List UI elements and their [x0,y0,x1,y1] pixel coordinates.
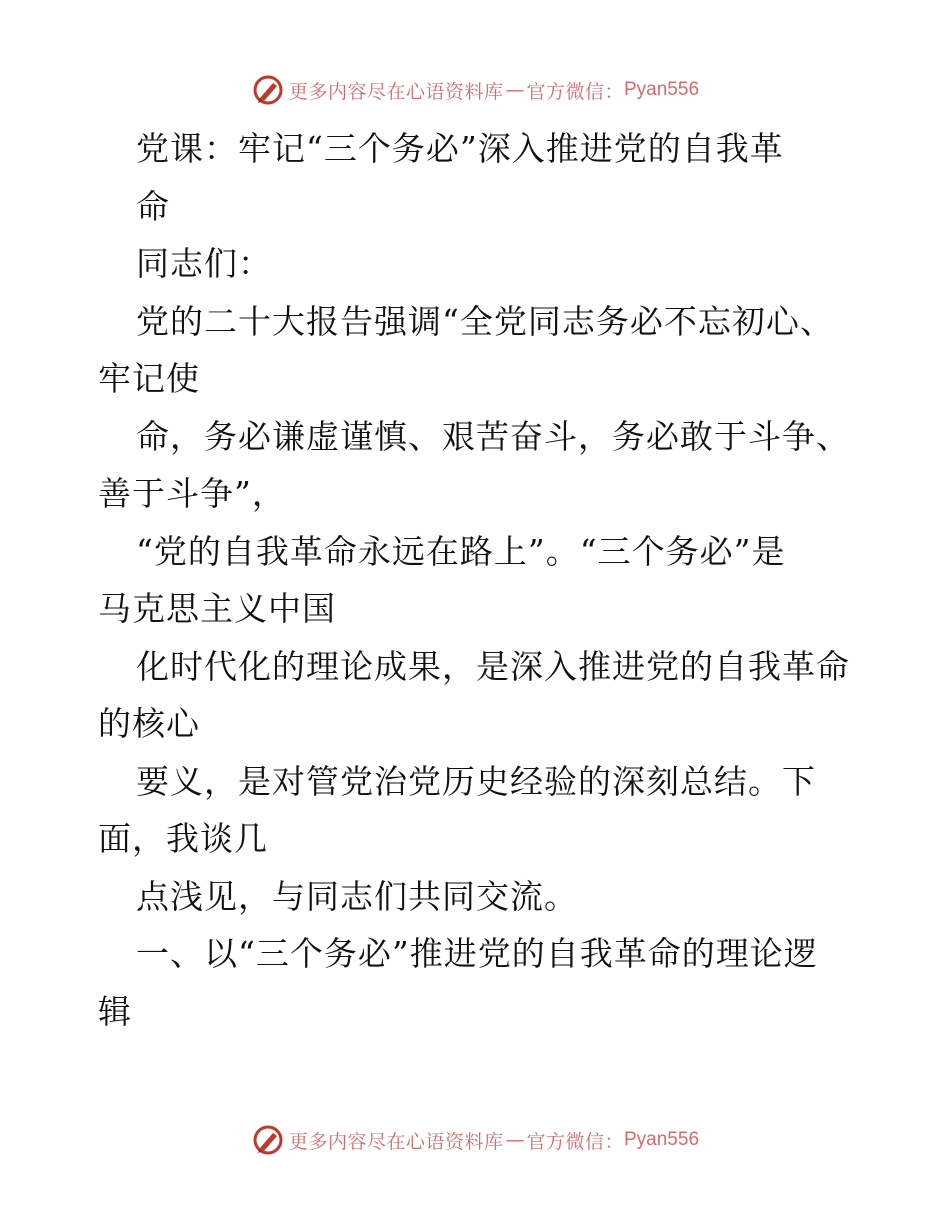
text-line: 牢记使 [98,359,200,398]
document-body [98,120,858,1040]
text-line: 马克思主义中国 [98,589,336,628]
text-line: 同志们： [136,244,272,283]
watermark-separator: — [505,1129,525,1151]
text-line: 党课：牢记“三个务必”深入推进党的自我革 [136,129,784,168]
text-line: 化时代化的理论成果，是深入推进党的自我革命 [136,646,850,686]
text-line: 的核心 [98,704,200,743]
watermark-account: Pyan556 [624,1129,700,1150]
watermark-account: Pyan556 [624,79,700,100]
text-line: 面，我谈几 [98,819,268,858]
footer-watermark [0,1120,950,1160]
text-line: 一、以“三个务必”推进党的自我革命的理论逻 [136,934,818,973]
text-line: 辑 [98,991,132,1031]
watermark-label: 官方微信： [526,1130,624,1153]
watermark-separator: — [505,79,525,101]
text-line: “党的自我革命永远在路上”。“三个务必”是 [136,531,786,571]
text-line: 党的二十大报告强调“全党同志务必不忘初心、 [136,301,834,341]
text-line: 命 [136,186,170,226]
watermark-label: 官方微信： [526,80,624,103]
text-line: 要义，是对管党治党历史经验的深刻总结。下 [136,761,816,801]
pen-logo-icon [251,1123,285,1157]
text-line: 命，务必谦虚谨慎、艰苦奋斗，务必敢于斗争、 [136,416,850,456]
watermark-brand: 更多内容尽在心语资料库 [288,1130,504,1153]
header-watermark [0,70,950,110]
text-line: 善于斗争”， [98,474,286,513]
watermark-brand: 更多内容尽在心语资料库 [288,80,504,103]
text-line: 点浅见，与同志们共同交流。 [136,876,578,916]
pen-logo-icon [251,73,285,107]
